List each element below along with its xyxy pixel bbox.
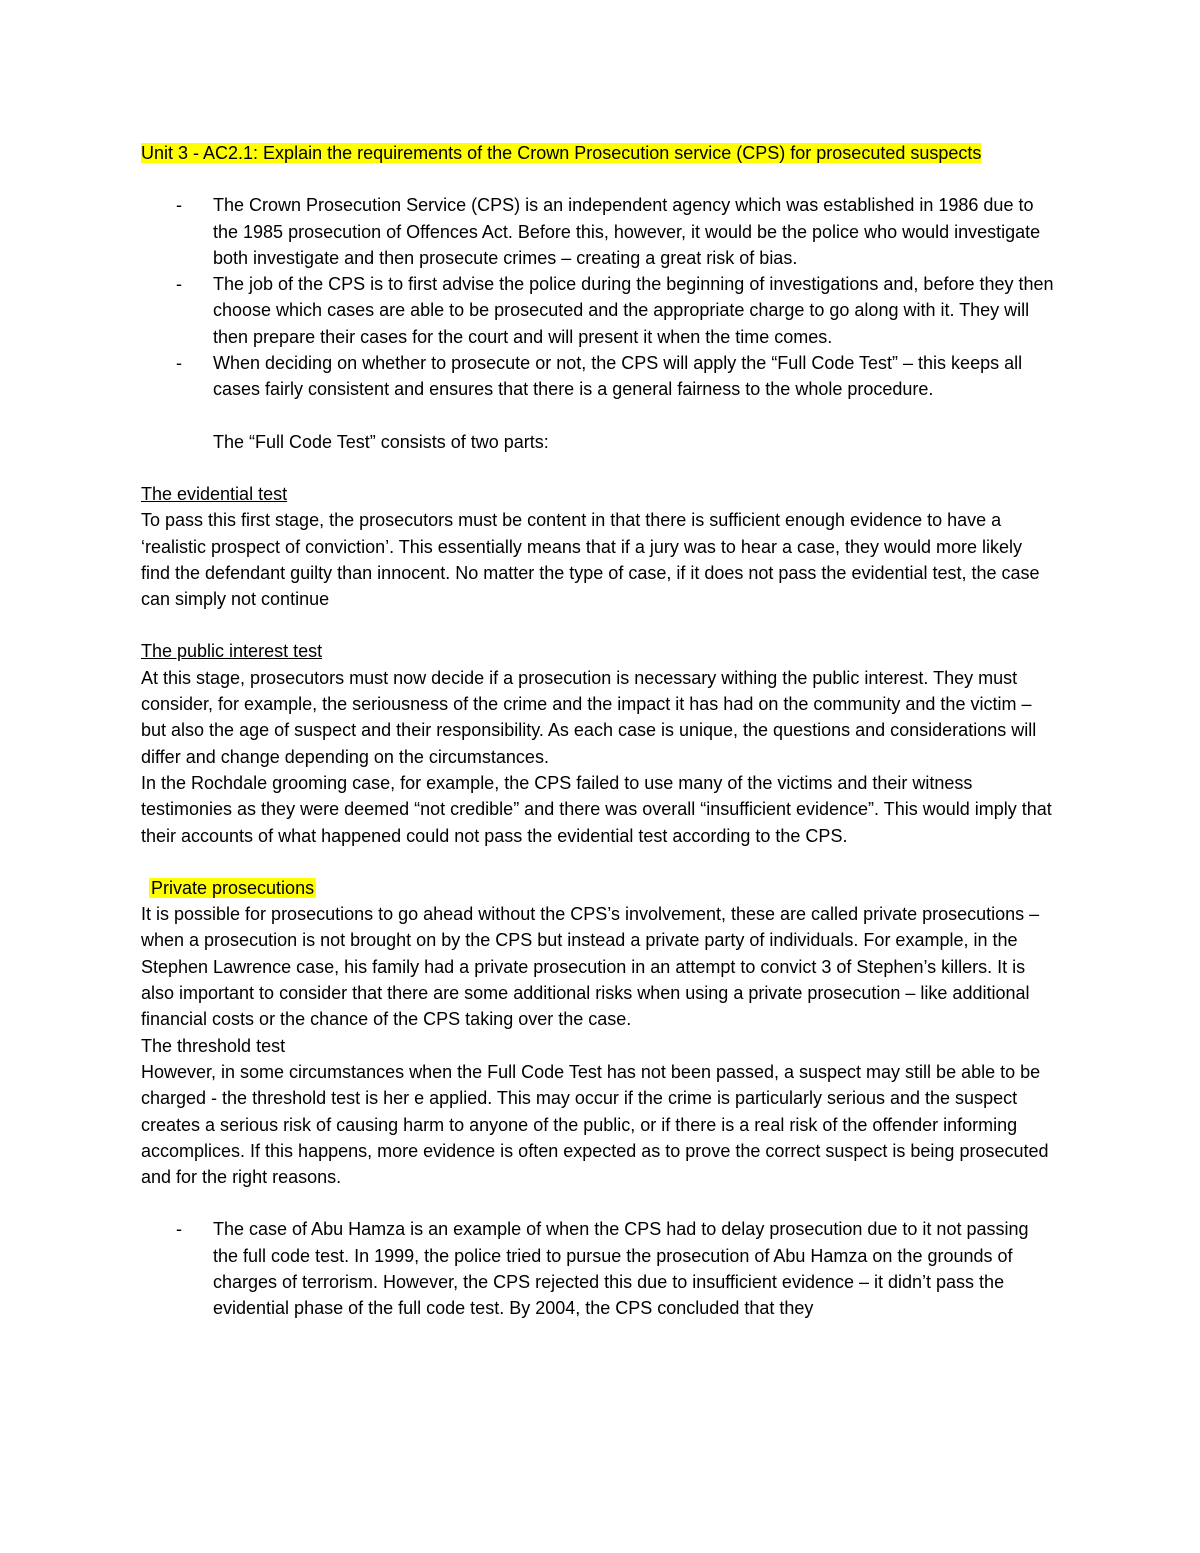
intro-bullet: - When deciding on whether to prosecute or not, the CPS will apply the “Full Code Test” – this keeps all cases fairly consistent and ensures that there is a general fairness to the whole procedure. [213, 350, 1056, 403]
private-prosecutions-heading-line [141, 875, 1056, 901]
spacer [141, 612, 1056, 638]
spacer [141, 403, 1056, 429]
threshold-test-body: However, in some circumstances when the Full Code Test has not been passed, a suspect may still be able to be charged - the threshold test is her e applied. This may occur if the crime is particularly serious and the suspect creates a serious risk of causing harm to anyone of the public, or if there is a real risk of the offender informing accomplices. If this happens, more evidence is often expected as to prove the correct suspect is being prosecuted and for the right reasons. [141, 1061, 1049, 1188]
document-page [141, 140, 1056, 1322]
threshold-test-heading: The threshold test [141, 1035, 286, 1056]
document-title: Unit 3 - AC2.1: Explain the requirements of the Crown Prosecution service (CPS) for prosecuted suspects [141, 143, 982, 163]
private-prosecutions-heading: Private prosecutions [151, 877, 315, 898]
spacer [141, 455, 1056, 481]
full-code-intro: The “Full Code Test” consists of two parts: [213, 431, 549, 452]
evidential-test-heading: The evidential test [141, 483, 288, 504]
rochdale-example: In the Rochdale grooming case, for example, the CPS failed to use many of the victims and their witness testimonies as they were deemed “not credible” and there was overall “insufficient evidence”. This would imply that their accounts of what happened could not pass the evidential test according to the CPS. [141, 772, 1052, 846]
private-prosecutions-body: It is possible for prosecutions to go ahead without the CPS’s involvement, these are called private prosecutions – when a prosecution is not brought on by the CPS but instead a private party of individuals. For example, in the Stephen Lawrence case, his family had a private prosecution in an attempt to convict 3 of Stephen’s killers. It is also important to consider that there are some additional risks when using a private prosecution – like additional financial costs or the chance of the CPS taking over the case. [141, 904, 1040, 1030]
spacer [141, 166, 1056, 192]
intro-bullet-list [141, 192, 1056, 402]
public-interest-body: At this stage, prosecutors must now decide if a prosecution is necessary withing the public interest. They must consider, for example, the seriousness of the crime and the impact it has had on the community and the victim – but also the age of suspect and their responsibility. As each case is unique, the questions and considerations will differ and change depending on the circumstances. [141, 667, 1037, 767]
spacer [141, 849, 1056, 875]
intro-bullet: - The job of the CPS is to first advise the police during the beginning of investigations and, before they then choose which cases are able to be prosecuted and the appropriate charge to go along with it. They will then prepare their cases for the court and will present it when the time comes. [213, 271, 1056, 350]
spacer [141, 1190, 1056, 1216]
intro-bullet: - The Crown Prosecution Service (CPS) is an independent agency which was established in 1986 due to the 1985 prosecution of Offences Act. Before this, however, it would be the police who would investigate both investigate and then prosecute crimes – creating a great risk of bias. [213, 192, 1056, 271]
document-title-line [141, 140, 1056, 166]
abu-hamza-bullet: - The case of Abu Hamza is an example of when the CPS had to delay prosecution due to it not passing the full code test. In 1999, the police tried to pursue the prosecution of Abu Hamza on the grounds of charges of terrorism. However, the CPS rejected this due to insufficient evidence – it didn’t pass the evidential phase of the full code test. By 2004, the CPS concluded that they [213, 1216, 1056, 1321]
evidential-test-body: To pass this first stage, the prosecutors must be content in that there is sufficient enough evidence to have a ‘realistic prospect of conviction’. This essentially means that if a jury was to hear a case, they would more likely find the defendant guilty than innocent. No matter the type of case, if it does not pass the evidential test, the case can simply not continue [141, 510, 1040, 610]
final-bullet-list [141, 1216, 1056, 1321]
public-interest-heading: The public interest test [141, 641, 323, 662]
